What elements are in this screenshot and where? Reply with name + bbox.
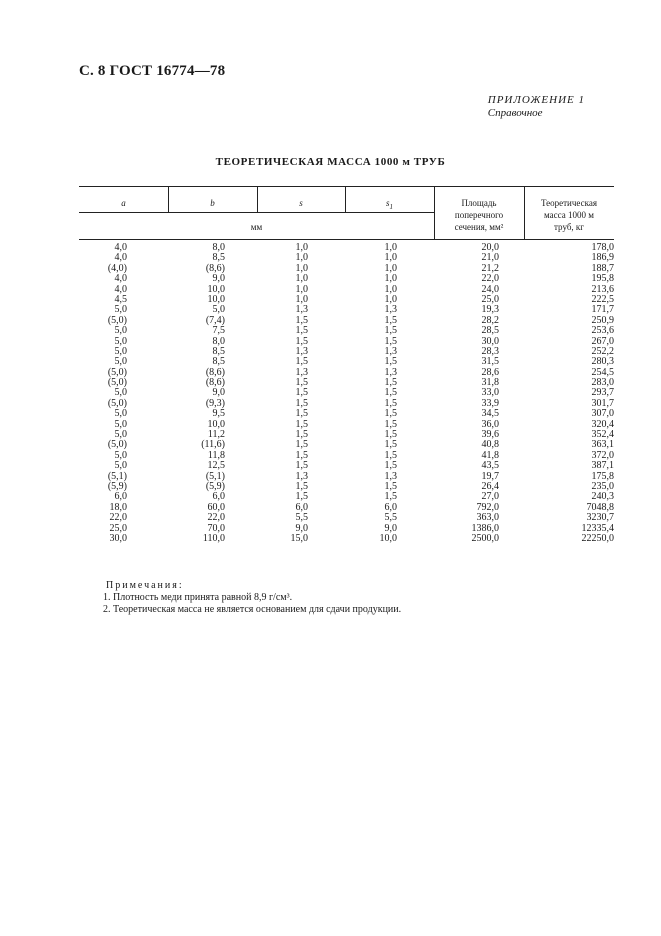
cell-mass: 171,7 <box>591 304 614 316</box>
table-row <box>79 440 614 450</box>
cell-a: 18,0 <box>109 501 127 513</box>
cell-s: 1,5 <box>295 439 308 451</box>
cell-b: 8,0 <box>212 242 225 253</box>
table-row <box>79 409 614 419</box>
header-s1: $s_1$ <box>385 198 393 211</box>
cell-area: 1386,0 <box>471 522 499 534</box>
cell-s: 1,5 <box>295 377 308 389</box>
cell-area: 40,8 <box>481 439 499 451</box>
cell-s1: 1,5 <box>384 397 397 409</box>
cell-s: 1,5 <box>295 408 308 420</box>
cell-mass: 320,4 <box>591 418 614 430</box>
cell-s1: 1,5 <box>384 449 397 461</box>
cell-a: (5,0) <box>107 397 127 409</box>
page-header: С. 8 ГОСТ 16774—78 <box>79 63 226 79</box>
cell-s: 1,5 <box>295 397 308 409</box>
cell-mass: 195,8 <box>591 273 614 285</box>
table-row <box>79 253 614 263</box>
table-row <box>79 368 614 378</box>
header-mass: Теоретическая масса 1000 м труб, кг <box>540 198 597 232</box>
table-row <box>79 378 614 388</box>
cell-b: (8,6) <box>205 366 225 378</box>
cell-area: 27,0 <box>481 491 499 503</box>
cell-s: 1,0 <box>295 242 308 253</box>
cell-s: 1,0 <box>295 283 308 295</box>
cell-mass: 235,0 <box>591 480 614 492</box>
cell-area: 20,0 <box>481 242 499 253</box>
table-row <box>79 295 614 305</box>
table-row <box>79 503 614 513</box>
cell-a: (5,0) <box>107 377 127 389</box>
cell-area: 28,6 <box>481 366 499 378</box>
cell-area: 26,4 <box>481 480 499 492</box>
cell-s: 1,3 <box>295 470 308 482</box>
cell-mass: 254,5 <box>591 366 614 378</box>
cell-b: 9,5 <box>212 408 225 420</box>
cell-area: 25,0 <box>481 293 499 305</box>
header-area: Площадь поперечного сечения, мм² <box>454 198 504 232</box>
cell-s: 1,5 <box>295 387 308 399</box>
table-row <box>79 399 614 409</box>
cell-a: 30,0 <box>109 532 127 544</box>
cell-s1: 1,5 <box>384 314 397 326</box>
table-row <box>79 492 614 502</box>
cell-b: 6,0 <box>212 491 225 503</box>
table-row <box>79 326 614 336</box>
cell-s1: 1,0 <box>384 262 397 274</box>
table-row <box>79 430 614 440</box>
cell-b: 22,0 <box>207 512 225 524</box>
table-row <box>79 357 614 367</box>
cell-b: 60,0 <box>207 501 225 513</box>
cell-b: 10,0 <box>207 418 225 430</box>
cell-a: (5,9) <box>107 480 127 492</box>
cell-a: 5,0 <box>114 429 127 441</box>
cell-s1: 1,3 <box>384 366 397 378</box>
cell-mass: 3230,7 <box>586 512 614 524</box>
cell-mass: 12335,4 <box>581 522 614 534</box>
cell-s: 1,0 <box>295 293 308 305</box>
cell-s1: 1,3 <box>384 345 397 357</box>
cell-a: 5,0 <box>114 460 127 472</box>
notes-heading: Примечания: <box>106 580 184 591</box>
table-row <box>79 274 614 284</box>
cell-s: 6,0 <box>295 501 308 513</box>
cell-b: 10,0 <box>207 283 225 295</box>
cell-s1: 1,5 <box>384 408 397 420</box>
cell-mass: 352,4 <box>591 429 614 441</box>
cell-area: 33,9 <box>481 397 499 409</box>
cell-a: (5,0) <box>107 366 127 378</box>
cell-mass: 280,3 <box>591 356 614 368</box>
table-row <box>79 461 614 471</box>
cell-area: 28,5 <box>481 325 499 337</box>
cell-s1: 1,5 <box>384 460 397 472</box>
cell-a: (4,0) <box>107 262 127 274</box>
cell-b: 9,0 <box>212 273 225 285</box>
cell-a: 4,5 <box>114 293 127 305</box>
cell-s1: 1,5 <box>384 325 397 337</box>
cell-mass: 293,7 <box>591 387 614 399</box>
cell-mass: 283,0 <box>591 377 614 389</box>
cell-s1: 1,0 <box>384 252 397 264</box>
cell-s1: 1,0 <box>384 242 397 253</box>
cell-b: 8,5 <box>212 345 225 357</box>
cell-area: 43,5 <box>481 460 499 472</box>
cell-s: 1,3 <box>295 345 308 357</box>
cell-area: 792,0 <box>476 501 499 513</box>
table-row <box>79 513 614 523</box>
cell-s: 1,0 <box>295 273 308 285</box>
cell-b: (5,1) <box>205 470 225 482</box>
cell-b: 5,0 <box>212 304 225 316</box>
table-row <box>79 337 614 347</box>
cell-s1: 1,3 <box>384 470 397 482</box>
cell-area: 31,5 <box>481 356 499 368</box>
cell-mass: 250,9 <box>591 314 614 326</box>
cell-area: 39,6 <box>481 429 499 441</box>
cell-b: 11,2 <box>207 429 225 441</box>
cell-a: 5,0 <box>114 449 127 461</box>
cell-s: 1,5 <box>295 418 308 430</box>
cell-area: 363,0 <box>476 512 499 524</box>
cell-s: 1,5 <box>295 491 308 503</box>
cell-b: (8,6) <box>205 262 225 274</box>
cell-s1: 1,5 <box>384 480 397 492</box>
cell-s: 1,5 <box>295 480 308 492</box>
cell-a: 5,0 <box>114 345 127 357</box>
cell-a: 5,0 <box>114 418 127 430</box>
table-row <box>79 243 614 253</box>
mass-table <box>79 186 614 544</box>
cell-a: 5,0 <box>114 356 127 368</box>
cell-mass: 372,0 <box>591 449 614 461</box>
cell-mass: 387,1 <box>591 460 614 472</box>
cell-area: 30,0 <box>481 335 499 347</box>
cell-area: 19,7 <box>481 470 499 482</box>
cell-area: 28,2 <box>481 314 499 326</box>
cell-a: 5,0 <box>114 304 127 316</box>
cell-area: 24,0 <box>481 283 499 295</box>
cell-area: 19,3 <box>481 304 499 316</box>
cell-mass: 363,1 <box>591 439 614 451</box>
cell-s1: 1,5 <box>384 429 397 441</box>
table-row <box>79 420 614 430</box>
cell-mass: 7048,8 <box>586 501 614 513</box>
cell-area: 28,3 <box>481 345 499 357</box>
cell-s1: 10,0 <box>379 532 397 544</box>
cell-s1: 1,5 <box>384 439 397 451</box>
cell-mass: 175,8 <box>591 470 614 482</box>
cell-s1: 1,5 <box>384 418 397 430</box>
cell-b: 110,0 <box>202 532 225 544</box>
cell-area: 31,8 <box>481 377 499 389</box>
cell-mass: 253,6 <box>591 325 614 337</box>
cell-area: 36,0 <box>481 418 499 430</box>
cell-a: (5,0) <box>107 314 127 326</box>
cell-s: 15,0 <box>290 532 308 544</box>
cell-a: 25,0 <box>109 522 127 534</box>
cell-b: 8,0 <box>212 335 225 347</box>
table-row <box>79 524 614 534</box>
note-1: 1. Плотность меди принята равной 8,9 г/см³. <box>103 592 293 603</box>
cell-mass: 267,0 <box>591 335 614 347</box>
cell-a: 5,0 <box>114 335 127 347</box>
table-row <box>79 316 614 326</box>
cell-mass: 22250,0 <box>581 532 614 544</box>
cell-s: 1,5 <box>295 356 308 368</box>
cell-area: 21,2 <box>481 262 499 274</box>
table-row <box>79 264 614 274</box>
cell-s1: 1,5 <box>384 377 397 389</box>
cell-area: 2500,0 <box>471 532 499 544</box>
cell-s1: 5,5 <box>384 512 397 524</box>
cell-s: 1,3 <box>295 304 308 316</box>
header-b: b <box>210 198 215 208</box>
table-header <box>79 186 614 240</box>
cell-a: 4,0 <box>114 242 127 253</box>
cell-area: 41,8 <box>481 449 499 461</box>
table-title: ТЕОРЕТИЧЕСКАЯ МАССА 1000 м ТРУБ <box>215 156 446 168</box>
table-row <box>79 305 614 315</box>
appendix-subtitle: Справочное <box>487 107 543 119</box>
cell-mass: 188,7 <box>591 262 614 274</box>
cell-a: 5,0 <box>114 387 127 399</box>
appendix-title: ПРИЛОЖЕНИЕ 1 <box>487 94 585 106</box>
cell-a: 5,0 <box>114 325 127 337</box>
cell-a: 22,0 <box>109 512 127 524</box>
cell-s: 1,0 <box>295 262 308 274</box>
table-body <box>79 243 614 544</box>
cell-b: 70,0 <box>207 522 225 534</box>
cell-b: 9,0 <box>212 387 225 399</box>
cell-b: (8,6) <box>205 377 225 389</box>
cell-mass: 213,6 <box>591 283 614 295</box>
cell-s1: 6,0 <box>384 501 397 513</box>
table-row <box>79 388 614 398</box>
cell-a: 4,0 <box>114 273 127 285</box>
table-row <box>79 347 614 357</box>
note-2: 2. Теоретическая масса не является основанием для сдачи продукции. <box>103 604 402 615</box>
cell-s: 5,5 <box>295 512 308 524</box>
cell-a: 4,0 <box>114 252 127 264</box>
cell-area: 34,5 <box>481 408 499 420</box>
cell-b: 10,0 <box>207 293 225 305</box>
cell-s: 1,5 <box>295 449 308 461</box>
cell-mass: 240,3 <box>591 491 614 503</box>
cell-a: (5,1) <box>107 470 127 482</box>
cell-b: 8,5 <box>212 252 225 264</box>
cell-a: 4,0 <box>114 283 127 295</box>
header-a: a <box>121 198 126 208</box>
table-row <box>79 482 614 492</box>
appendix-label <box>488 94 585 120</box>
table-row <box>79 285 614 295</box>
cell-s: 9,0 <box>295 522 308 534</box>
cell-s1: 1,0 <box>384 273 397 285</box>
cell-b: 7,5 <box>212 325 225 337</box>
cell-b: 11,8 <box>207 449 225 461</box>
cell-s1: 1,5 <box>384 335 397 347</box>
header-s: s <box>299 198 303 208</box>
table-row <box>79 451 614 461</box>
cell-s: 1,0 <box>295 252 308 264</box>
cell-mass: 307,0 <box>591 408 614 420</box>
cell-mass: 252,2 <box>591 345 614 357</box>
cell-mass: 178,0 <box>591 242 614 253</box>
cell-s1: 1,5 <box>384 356 397 368</box>
cell-s1: 1,3 <box>384 304 397 316</box>
cell-area: 21,0 <box>481 252 499 264</box>
cell-area: 33,0 <box>481 387 499 399</box>
cell-s: 1,5 <box>295 325 308 337</box>
table-row <box>79 472 614 482</box>
cell-s: 1,5 <box>295 460 308 472</box>
cell-s1: 1,5 <box>384 387 397 399</box>
cell-b: (9,3) <box>205 397 225 409</box>
table-row <box>79 534 614 544</box>
cell-s1: 1,5 <box>384 491 397 503</box>
cell-a: (5,0) <box>107 439 127 451</box>
cell-a: 5,0 <box>114 408 127 420</box>
cell-mass: 186,9 <box>591 252 614 264</box>
cell-area: 22,0 <box>481 273 499 285</box>
notes <box>103 580 402 616</box>
cell-b: 8,5 <box>212 356 225 368</box>
cell-s: 1,3 <box>295 366 308 378</box>
cell-b: 12,5 <box>207 460 225 472</box>
cell-s: 1,5 <box>295 314 308 326</box>
cell-a: 6,0 <box>114 491 127 503</box>
cell-b: (7,4) <box>205 314 225 326</box>
cell-b: (5,9) <box>205 480 225 492</box>
cell-s1: 1,0 <box>384 293 397 305</box>
units-label: мм <box>250 222 263 232</box>
cell-s1: 9,0 <box>384 522 397 534</box>
cell-b: (11,6) <box>201 439 225 451</box>
cell-s: 1,5 <box>295 429 308 441</box>
cell-mass: 301,7 <box>591 397 614 409</box>
cell-s1: 1,0 <box>384 283 397 295</box>
cell-s: 1,5 <box>295 335 308 347</box>
cell-mass: 222,5 <box>591 293 614 305</box>
